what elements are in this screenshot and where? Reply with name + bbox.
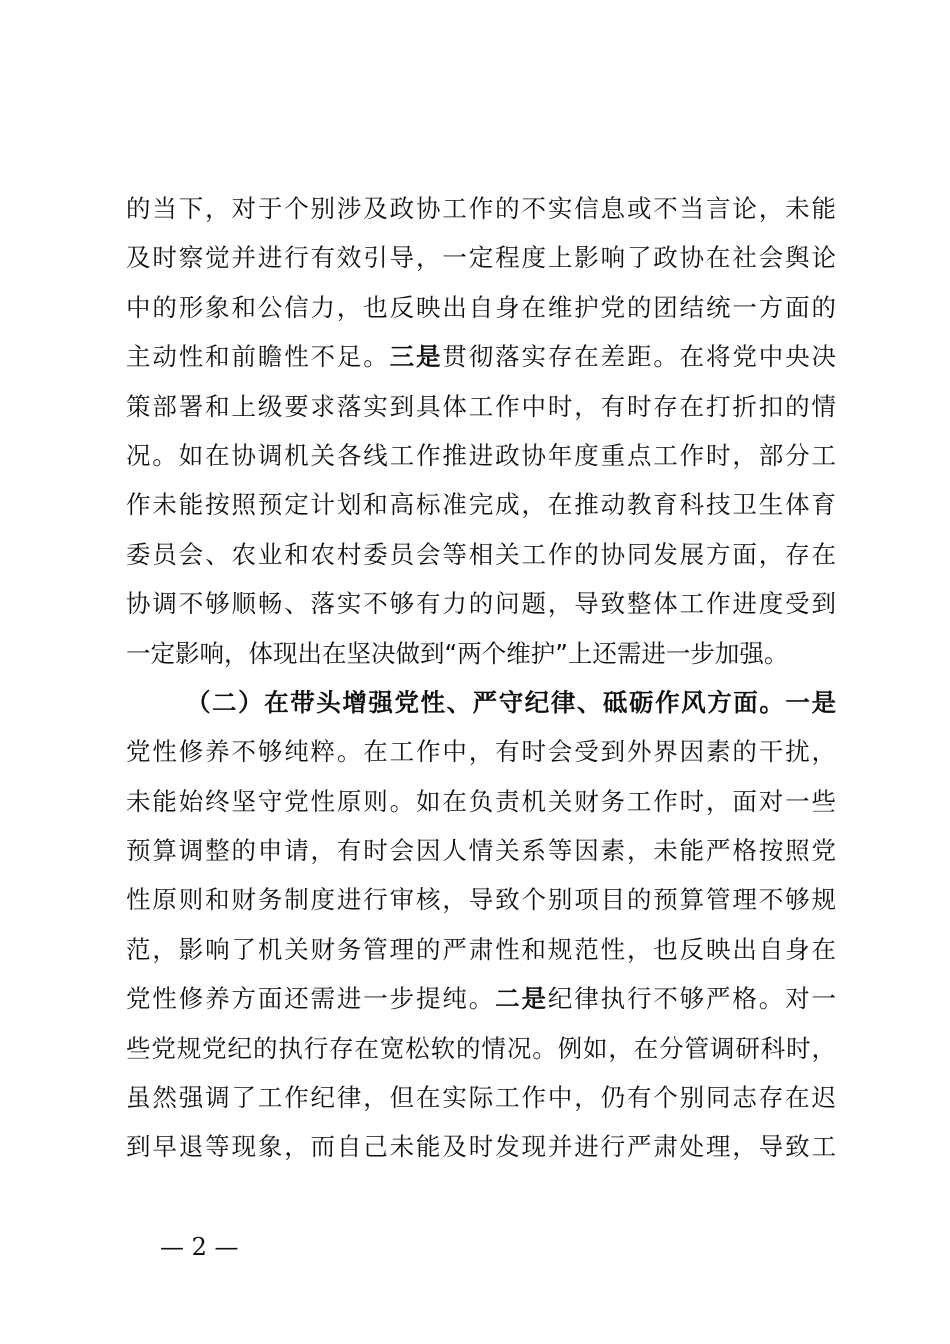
text-run: 及时察觉并进行有效引导，一定程度上影响了政协在社会舆论 <box>126 243 836 273</box>
text-line <box>126 1073 836 1122</box>
text-line <box>126 184 836 233</box>
text-run: 中的形象和公信力，也反映出自身在维护党的团结统一方面的 <box>126 292 836 322</box>
text-run: 委员会、农业和农村委员会等相关工作的协同发展方面，存在 <box>126 539 836 569</box>
text-run: 些党规党纪的执行存在宽松软的情况。例如，在分管调研科时， <box>126 1033 836 1063</box>
text-line <box>126 283 836 332</box>
page-number: — 2 — <box>160 1233 239 1261</box>
text-line <box>126 480 836 529</box>
text-line <box>126 974 836 1023</box>
text-line <box>126 233 836 282</box>
text-run: 范，影响了机关财务管理的严肃性和规范性，也反映出自身在 <box>126 934 836 964</box>
text-run: 的当下，对于个别涉及政协工作的不实信息或不当言论，未能 <box>126 194 836 223</box>
bold-text-run: 三是 <box>389 342 443 372</box>
text-line <box>126 579 836 628</box>
text-line <box>126 727 836 776</box>
text-run: 党性修养不够纯粹。在工作中，有时会受到外界因素的干扰， <box>126 737 836 767</box>
text-line <box>126 1024 836 1073</box>
text-run: 策部署和上级要求落实到具体工作中时，有时存在打折扣的情 <box>126 391 836 421</box>
text-run: 虽然强调了工作纪律，但在实际工作中，仍有个别同志存在迟 <box>126 1083 836 1113</box>
text-run: 主动性和前瞻性不足。 <box>126 342 390 372</box>
text-line <box>126 925 836 974</box>
bold-text-run: （二）在带头增强党性、严守纪律、砥砺作风方面。一是 <box>186 687 836 717</box>
text-run: 到早退等现象，而自己未能及时发现并进行严肃处理，导致工 <box>126 1132 836 1162</box>
text-line <box>126 530 836 579</box>
text-run: 协调不够顺畅、落实不够有力的问题，导致整体工作进度受到 <box>126 589 836 619</box>
text-line <box>126 826 836 875</box>
text-run: 性原则和财务制度进行审核，导致个别项目的预算管理不够规 <box>126 885 836 915</box>
text-line <box>126 875 836 924</box>
section-heading-line <box>126 678 836 727</box>
text-line <box>126 1122 836 1171</box>
text-run: 作未能按照预定计划和高标准完成，在推动教育科技卫生体育 <box>126 490 836 520</box>
text-run: 纪律执行不够严格。对一 <box>547 984 837 1014</box>
text-run: 党性修养方面还需进一步提纯。 <box>126 984 496 1014</box>
text-run: 贯彻落实存在差距。在将党中央决 <box>442 342 837 372</box>
text-line <box>126 332 836 381</box>
text-run: 一定影响，体现出在坚决做到“两个维护”上还需进一步加强。 <box>126 638 789 668</box>
text-line <box>126 777 836 826</box>
text-run: 未能始终坚守党性原则。如在负责机关财务工作时，面对一些 <box>126 786 836 816</box>
text-line <box>126 382 836 431</box>
text-line <box>126 431 836 480</box>
text-line <box>126 629 836 678</box>
text-run: 况。如在协调机关各线工作推进政协年度重点工作时，部分工 <box>126 440 836 470</box>
body-text <box>126 184 836 1172</box>
bold-text-run: 二是 <box>495 984 548 1014</box>
text-run: 预算调整的申请，有时会因人情关系等因素，未能严格按照党 <box>126 836 836 866</box>
